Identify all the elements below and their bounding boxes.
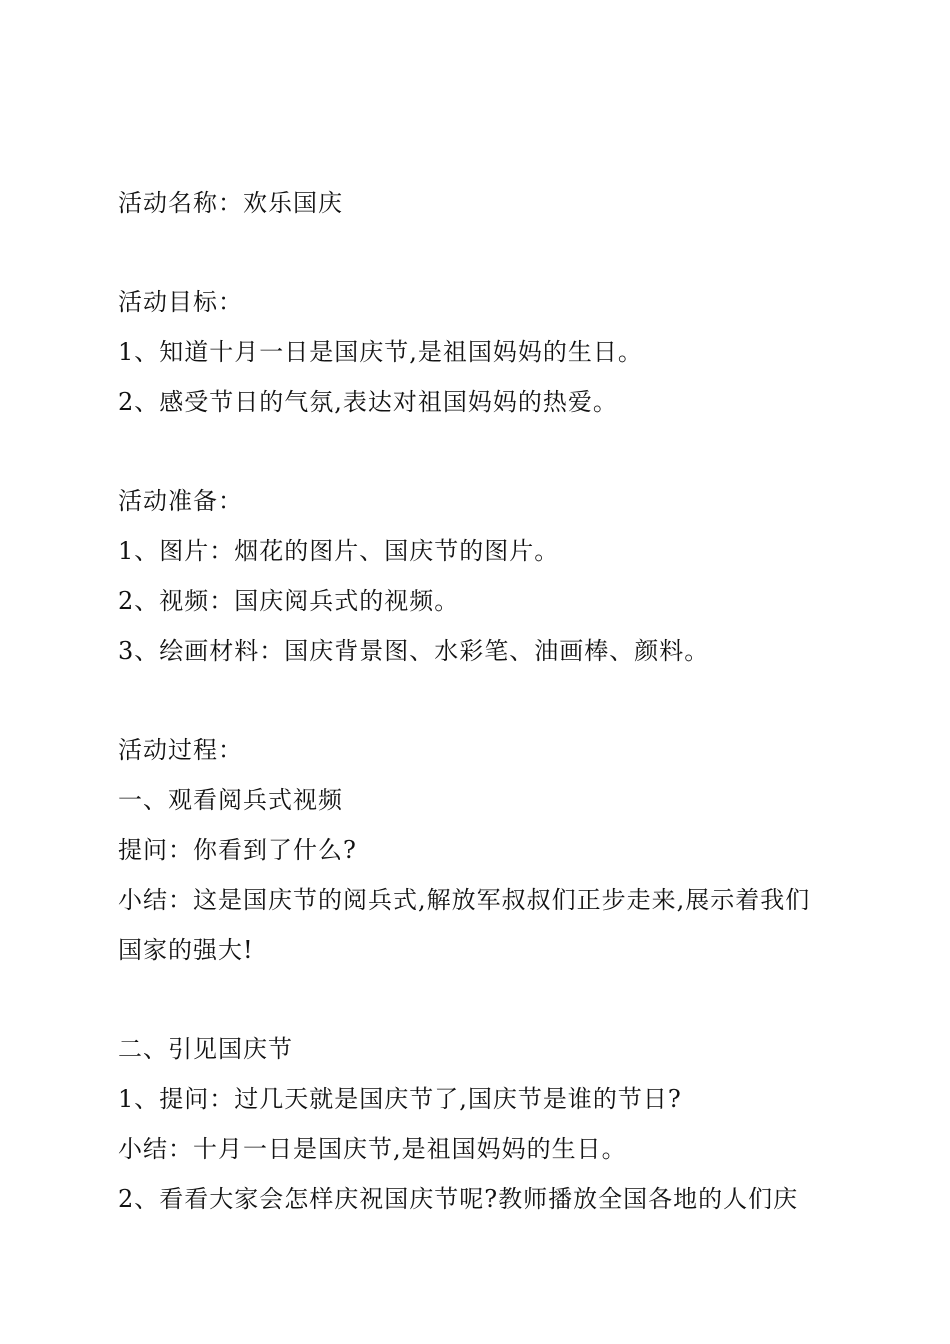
section2-question2: 2、看看大家会怎样庆祝国庆节呢?教师播放全国各地的人们庆 — [118, 1185, 799, 1213]
section2-question1: 1、提问：过几天就是国庆节了,国庆节是谁的节日? — [118, 1085, 682, 1113]
preparation-item: 3、绘画材料：国庆背景图、水彩笔、油画棒、颜料。 — [118, 637, 710, 665]
section2-title: 二、引见国庆节 — [118, 1035, 293, 1063]
spacer — [118, 427, 858, 476]
spacer — [118, 228, 858, 277]
goal-item: 2、感受节日的气氛,表达对祖国妈妈的热爱。 — [118, 388, 618, 416]
spacer — [118, 975, 858, 1024]
section1-summary-line1: 小结：这是国庆节的阅兵式,解放军叔叔们正步走来,展示着我们 — [118, 886, 811, 914]
process-heading: 活动过程： — [118, 736, 243, 764]
section2-summary: 小结：十月一日是国庆节,是祖国妈妈的生日。 — [118, 1135, 627, 1163]
preparation-item: 2、视频：国庆阅兵式的视频。 — [118, 587, 460, 615]
goal-item: 1、知道十月一日是国庆节,是祖国妈妈的生日。 — [118, 338, 643, 366]
activity-title: 活动名称：欢乐国庆 — [118, 189, 343, 217]
goals-heading: 活动目标： — [118, 288, 243, 316]
document-page — [118, 178, 858, 1224]
section1-question: 提问：你看到了什么? — [118, 836, 357, 864]
section1-title: 一、观看阅兵式视频 — [118, 786, 343, 814]
preparation-item: 1、图片：烟花的图片、国庆节的图片。 — [118, 537, 560, 565]
spacer — [118, 676, 858, 725]
preparation-heading: 活动准备： — [118, 487, 243, 515]
section1-summary-line2: 国家的强大! — [118, 936, 254, 964]
